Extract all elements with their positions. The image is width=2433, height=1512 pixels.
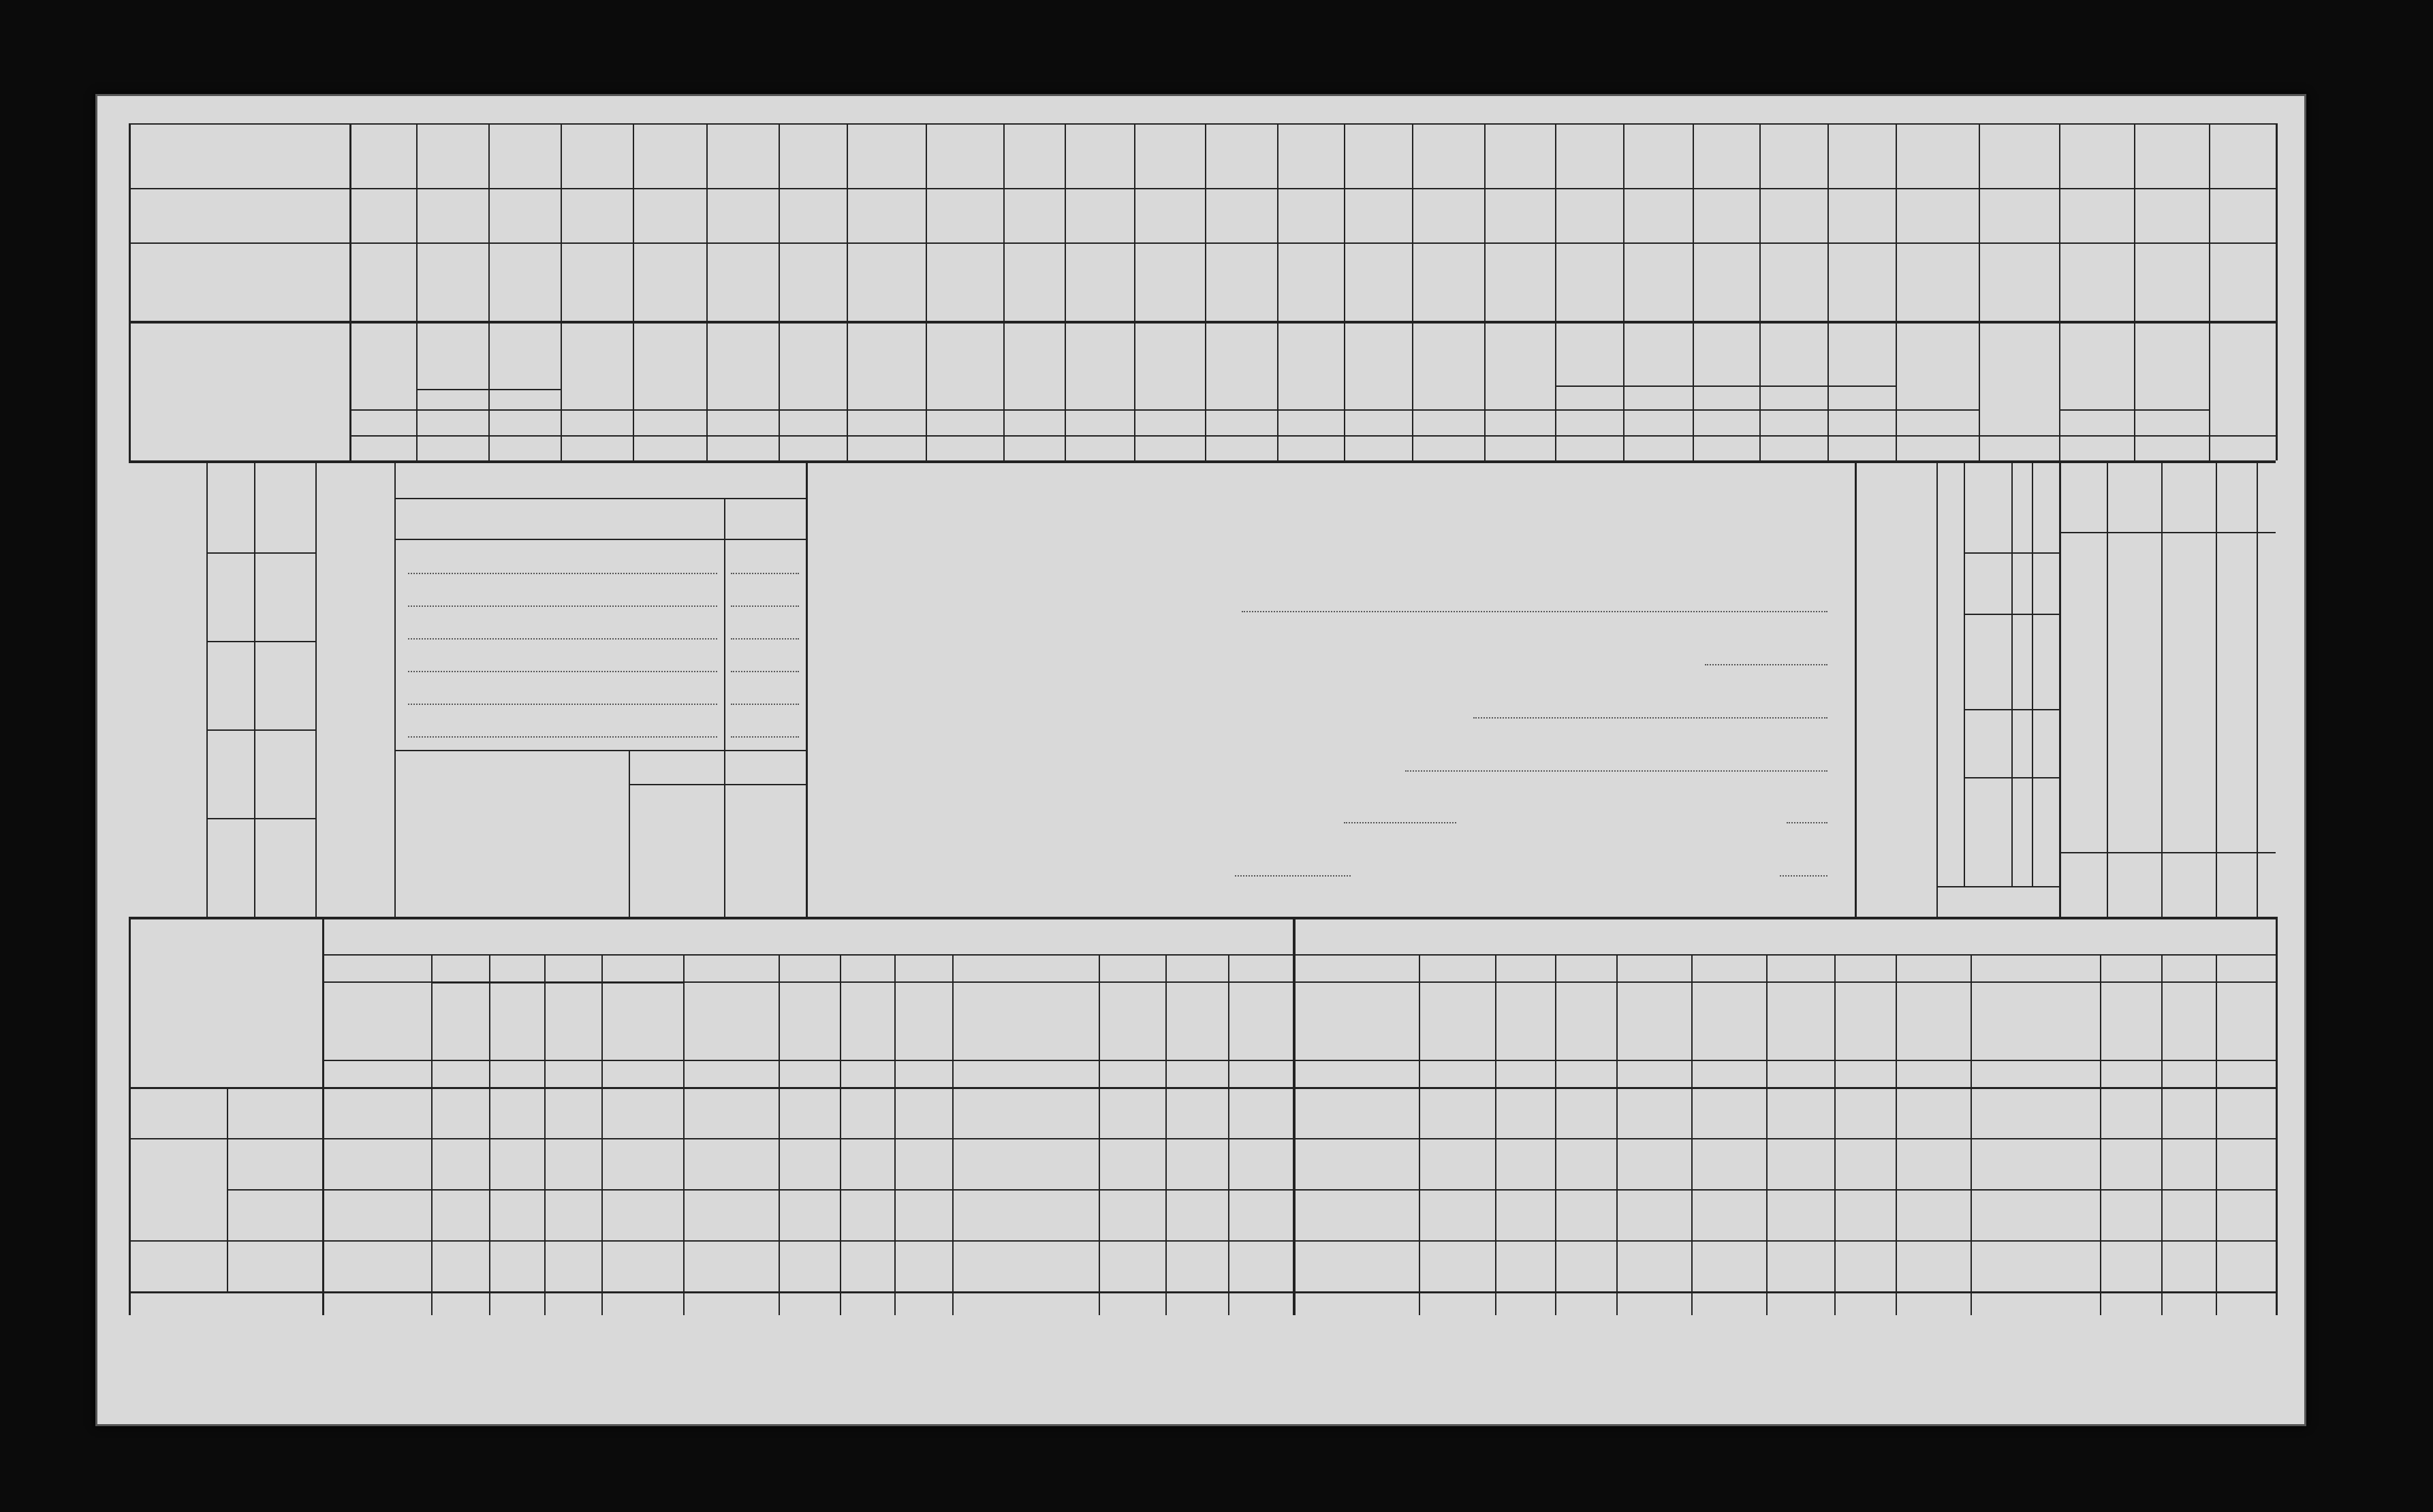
crop-header: [1694, 324, 1758, 383]
column-number: [1419, 1060, 1495, 1087]
header-srok: [2163, 984, 2214, 1057]
v-line: [1979, 123, 1980, 460]
crop-header: [927, 324, 1002, 407]
column-number: [2100, 1060, 2161, 1087]
h-line: [2059, 532, 2276, 533]
h-line: [129, 1087, 2276, 1089]
header-za-dengi: [1897, 984, 1969, 1057]
column-number: [1134, 435, 1205, 460]
right-header-bottom: [2217, 853, 2255, 915]
header-kolichestvo: [2101, 984, 2160, 1057]
column-number: [952, 1060, 1099, 1087]
column-number: [1277, 435, 1344, 460]
korney-header: [724, 757, 806, 781]
crop-header: [1624, 324, 1691, 383]
right-header-top: [2258, 463, 2274, 531]
row-label: [228, 1138, 321, 1189]
column-number: [779, 1060, 840, 1087]
desyatin-header: [629, 757, 724, 781]
crop-header: [1005, 324, 1063, 407]
right-header-top: [2060, 463, 2105, 531]
right-header-bottom: [2060, 853, 2105, 915]
column-number: [431, 1060, 489, 1087]
worker-type-label: [255, 729, 314, 818]
pop-number: [2033, 460, 2058, 552]
rabochego-vozrasta-label: [1965, 552, 2010, 614]
row-number: [208, 729, 253, 818]
column-number: [706, 435, 779, 460]
v-line: [2209, 123, 2210, 460]
h-line: [1936, 886, 2059, 887]
column-number: [847, 435, 926, 460]
column-number: [1766, 1060, 1834, 1087]
header-u-kogo: [322, 954, 431, 1060]
column-number: [2134, 435, 2209, 460]
crop-header: [488, 325, 561, 386]
fill-in-line: [731, 573, 799, 574]
h-line: [129, 1138, 2276, 1139]
row-label: [228, 1189, 321, 1240]
crop-header: [1206, 324, 1276, 407]
h-line: [227, 1189, 2276, 1191]
h-line: [431, 982, 683, 983]
trade-count-header: [724, 502, 806, 536]
crop-header: [416, 325, 488, 386]
header-kolichestvo: [780, 984, 838, 1057]
column-number: [1896, 1060, 1971, 1087]
fill-in-line: [1235, 875, 1351, 877]
column-number: [1484, 435, 1555, 460]
column-number: [488, 435, 561, 460]
column-number: [1693, 435, 1759, 460]
header-srok: [1836, 984, 1894, 1057]
vsego-label: [1965, 614, 2010, 709]
column-number: [489, 1060, 544, 1087]
column-number: [779, 435, 847, 460]
row-label: [228, 1087, 321, 1138]
right-header-bottom: [2258, 853, 2274, 915]
column-number: [926, 435, 1003, 460]
rabochego-vozrasta-label: [1965, 709, 2010, 777]
arenda-title: [322, 918, 1293, 954]
crop-header: [1413, 324, 1483, 407]
crop-header: [562, 324, 631, 407]
crop-header: [1486, 324, 1554, 407]
crop-header: [1897, 324, 1977, 407]
crop-header: [1278, 324, 1343, 407]
fill-in-line: [731, 671, 799, 672]
crop-header: [1135, 324, 1204, 407]
column-number: [2216, 1060, 2276, 1087]
crop-header: [848, 324, 924, 407]
header-za-dengi: [2217, 984, 2274, 1057]
imeetsya-label: [401, 777, 622, 804]
fill-in-line: [1473, 717, 1827, 719]
column-number: [1065, 435, 1134, 460]
column-number: [2209, 435, 2276, 460]
h-line: [129, 188, 2276, 189]
pop-number: [2033, 552, 2058, 614]
column-number: [1165, 1060, 1228, 1087]
pop-number: [2033, 709, 2058, 777]
column-number: [1003, 435, 1065, 460]
header-srok: [490, 984, 543, 1057]
crop-header: [1066, 324, 1133, 407]
crop-header: [708, 324, 777, 407]
right-header-top: [2163, 463, 2214, 531]
column-number: [1896, 435, 1979, 460]
row-label-arendovannyh: [129, 188, 349, 242]
row-number: [208, 460, 253, 552]
column-number: [601, 1060, 683, 1087]
crop-header: [780, 324, 845, 407]
h-line: [394, 498, 806, 499]
column-number: [544, 1060, 601, 1087]
itogo-obeego-label: [1965, 467, 2010, 552]
v-line: [806, 460, 808, 917]
pashni-arenda: [431, 954, 683, 981]
h-line: [629, 784, 806, 785]
header-za-dengi: [1618, 984, 1690, 1057]
crop-header: [1345, 324, 1411, 407]
worker-type-label: [255, 460, 314, 552]
private-holdings-title: [806, 479, 1855, 513]
zhenshchiny-label: [1938, 552, 1962, 709]
fill-in-line: [1705, 664, 1827, 665]
header-srok: [1496, 984, 1554, 1057]
vinogradnik-label: [401, 860, 622, 885]
fill-in-line: [731, 605, 799, 607]
crop-header: [351, 324, 415, 407]
column-number: [1228, 1060, 1293, 1087]
h-line: [129, 1291, 2276, 1293]
column-number: [1555, 435, 1623, 460]
header-komu: [1971, 954, 2100, 1060]
h-line: [129, 242, 2276, 244]
header-komu: [1293, 954, 1419, 1060]
column-number: [322, 1060, 431, 1087]
mnogoletnie-label: [1555, 388, 1896, 408]
header-pod-kakoy: [1556, 984, 1615, 1057]
column-number: [1344, 435, 1412, 460]
trade-name-header: [394, 505, 724, 532]
fill-in-line: [731, 736, 799, 738]
column-number: [1979, 435, 2059, 460]
row-number: [208, 552, 253, 641]
fill-in-line: [731, 704, 799, 705]
v-line: [2011, 460, 2013, 886]
fill-in-line: [408, 671, 717, 672]
row-label-svoih: [129, 242, 349, 321]
h-line: [394, 750, 806, 751]
header-kolichestvo: [433, 984, 488, 1057]
ozimaya-pshenitsa-label: [416, 390, 561, 408]
column-number: [561, 435, 633, 460]
header-srok: [1167, 984, 1227, 1057]
pod-perelog-label: [2059, 411, 2209, 434]
column-number: [2161, 1060, 2216, 1087]
column-number: [1495, 1060, 1555, 1087]
header-za-dengi: [603, 984, 682, 1057]
column-number: [1759, 435, 1827, 460]
header-kolichestvo: [1420, 984, 1494, 1057]
column-number: [1099, 1060, 1165, 1087]
column-number: [894, 1060, 952, 1087]
column-number: [633, 435, 706, 460]
fill-in-line: [1780, 875, 1827, 877]
column-number: [840, 1060, 894, 1087]
trade-header: [394, 463, 806, 497]
fill-in-line: [408, 638, 717, 640]
fill-in-line: [1405, 770, 1827, 772]
header-komu: [1691, 954, 1766, 1060]
column-number: [416, 435, 488, 460]
column-number: [1623, 435, 1693, 460]
pashni-sdacha: [1419, 954, 1698, 981]
fill-in-line: [1787, 822, 1827, 823]
crop-header: [2210, 324, 2274, 407]
crop-header: [1829, 324, 1894, 383]
vsego-label: [1965, 777, 2010, 886]
column-number: [1616, 1060, 1691, 1087]
header-u-kogo: [683, 954, 779, 1060]
column-number: [1834, 1060, 1896, 1087]
row-number: [208, 641, 253, 729]
header-pod-kakoy: [546, 984, 600, 1057]
column-number: [1827, 435, 1896, 460]
column-number: [2059, 435, 2134, 460]
h-line: [394, 539, 806, 540]
column-number: [1691, 1060, 1766, 1087]
fill-in-line: [408, 605, 717, 607]
column-number: [1555, 1060, 1616, 1087]
right-header-top: [2217, 463, 2255, 531]
row-number: [208, 818, 253, 917]
h-line: [129, 123, 2276, 125]
worker-type-label: [255, 641, 314, 729]
crop-header: [2135, 324, 2208, 407]
column-number: [349, 435, 416, 460]
right-header-top: [2108, 463, 2160, 531]
fill-in-line: [731, 638, 799, 640]
column-number: [1293, 1060, 1419, 1087]
crop-header: [2060, 324, 2133, 407]
row-label: [228, 1240, 321, 1291]
row-label-vsego: [129, 123, 349, 188]
right-header-bottom: [2163, 853, 2214, 915]
header-kolichestvo: [1768, 984, 1833, 1057]
plodov-sad-label: [401, 819, 622, 844]
header-u-kogo: [952, 954, 1099, 1060]
v-line: [2276, 123, 2278, 460]
crop-header: [634, 324, 705, 407]
right-header-bottom: [2108, 853, 2160, 915]
vne-nadelnyh-label: [130, 1189, 225, 1291]
header-za-dengi: [896, 984, 951, 1057]
banner-title: [349, 409, 1896, 435]
crop-header: [1980, 324, 2058, 407]
row-label-na-zemlyah: [129, 321, 349, 460]
header-srok: [841, 984, 893, 1057]
nadelnyh-zemel-label: [130, 1087, 225, 1189]
pop-number: [2033, 777, 2058, 886]
worker-type-label: [255, 552, 314, 641]
sdacha-title: [1293, 918, 2276, 954]
muzhchiny-label: [1938, 777, 1962, 886]
population-label: [1856, 481, 1935, 896]
column-number: [1205, 435, 1277, 460]
itogo-arendovano-label: [129, 1291, 322, 1339]
header-kolichestvo: [1100, 984, 1164, 1057]
fill-in-line: [408, 704, 717, 705]
crop-header: [1761, 324, 1826, 383]
column-number: [1971, 1060, 2100, 1087]
header-za-dengi: [1229, 984, 1291, 1057]
fill-in-line: [408, 736, 717, 738]
column-number: [1412, 435, 1484, 460]
fill-in-line: [1242, 611, 1827, 612]
h-line: [129, 1240, 2276, 1242]
hired-workers-label: [317, 474, 393, 903]
column-number: [683, 1060, 779, 1087]
pop-number: [2033, 614, 2058, 709]
fill-in-line: [1344, 822, 1456, 823]
v-line: [2276, 917, 2278, 1315]
fill-in-line: [408, 573, 717, 574]
census-card: [95, 94, 2306, 1426]
